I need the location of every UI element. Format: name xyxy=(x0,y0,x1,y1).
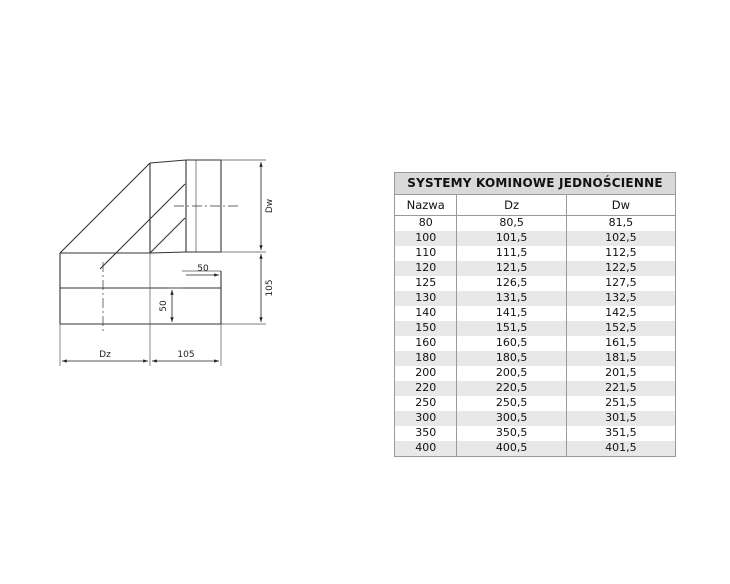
cell-dz: 350,5 xyxy=(457,426,566,441)
cell-nazwa: 200 xyxy=(395,366,457,381)
cell-nazwa: 140 xyxy=(395,306,457,321)
cell-dw: 401,5 xyxy=(566,441,675,457)
cell-dw: 127,5 xyxy=(566,276,675,291)
table-row xyxy=(395,321,676,336)
cell-dz: 250,5 xyxy=(457,396,566,411)
table-row xyxy=(395,441,676,457)
cell-nazwa: 250 xyxy=(395,396,457,411)
dimension-lines xyxy=(62,162,261,361)
table-row xyxy=(395,246,676,261)
cell-nazwa: 150 xyxy=(395,321,457,336)
cell-nazwa: 180 xyxy=(395,351,457,366)
cell-nazwa: 80 xyxy=(395,216,457,232)
spec-table xyxy=(394,172,676,457)
column-header-dz: Dz xyxy=(457,195,566,216)
cell-dw: 122,5 xyxy=(566,261,675,276)
dim-105-bottom-label: 105 xyxy=(177,350,195,360)
cell-nazwa: 160 xyxy=(395,336,457,351)
cell-dw: 181,5 xyxy=(566,351,675,366)
table-row xyxy=(395,426,676,441)
cell-dz: 300,5 xyxy=(457,411,566,426)
table-row xyxy=(395,291,676,306)
cell-dw: 351,5 xyxy=(566,426,675,441)
dim-50-top-label: 50 xyxy=(197,264,209,274)
table-row xyxy=(395,261,676,276)
cell-nazwa: 400 xyxy=(395,441,457,457)
dim-50-left-label: 50 xyxy=(159,300,169,312)
cell-dw: 112,5 xyxy=(566,246,675,261)
cell-dz: 160,5 xyxy=(457,336,566,351)
elbow-outline xyxy=(60,160,221,324)
cell-dz: 121,5 xyxy=(457,261,566,276)
dw-label: Dw xyxy=(265,198,275,214)
table-row xyxy=(395,276,676,291)
cell-dz: 200,5 xyxy=(457,366,566,381)
cell-dw: 221,5 xyxy=(566,381,675,396)
cell-nazwa: 120 xyxy=(395,261,457,276)
table-row xyxy=(395,306,676,321)
cell-dz: 126,5 xyxy=(457,276,566,291)
cell-dz: 141,5 xyxy=(457,306,566,321)
cell-nazwa: 125 xyxy=(395,276,457,291)
dimension-labels xyxy=(99,199,275,360)
cell-dw: 81,5 xyxy=(566,216,675,232)
cell-nazwa: 300 xyxy=(395,411,457,426)
cell-dz: 180,5 xyxy=(457,351,566,366)
column-header-dw: Dw xyxy=(566,195,675,216)
table-body xyxy=(395,216,676,457)
cell-dw: 152,5 xyxy=(566,321,675,336)
cell-dw: 161,5 xyxy=(566,336,675,351)
table-row xyxy=(395,396,676,411)
cell-nazwa: 110 xyxy=(395,246,457,261)
centerlines xyxy=(103,206,240,333)
cell-dw: 132,5 xyxy=(566,291,675,306)
cell-dw: 301,5 xyxy=(566,411,675,426)
cell-dz: 101,5 xyxy=(457,231,566,246)
cell-dz: 220,5 xyxy=(457,381,566,396)
cell-dz: 400,5 xyxy=(457,441,566,457)
table-row xyxy=(395,381,676,396)
table-title: SYSTEMY KOMINOWE JEDNOŚCIENNE xyxy=(395,173,676,195)
cell-nazwa: 130 xyxy=(395,291,457,306)
extension-lines xyxy=(60,160,266,366)
cell-dz: 151,5 xyxy=(457,321,566,336)
cell-dw: 142,5 xyxy=(566,306,675,321)
dz-label: Dz xyxy=(99,350,111,360)
column-header-nazwa: Nazwa xyxy=(395,195,457,216)
cell-dw: 201,5 xyxy=(566,366,675,381)
table-row xyxy=(395,336,676,351)
cell-dz: 131,5 xyxy=(457,291,566,306)
cell-dw: 102,5 xyxy=(566,231,675,246)
table-row xyxy=(395,231,676,246)
cell-nazwa: 220 xyxy=(395,381,457,396)
table-row xyxy=(395,411,676,426)
cell-dw: 251,5 xyxy=(566,396,675,411)
table-row xyxy=(395,351,676,366)
dim-105-right-label: 105 xyxy=(265,279,275,297)
table-row xyxy=(395,366,676,381)
table-row xyxy=(395,216,676,232)
cell-nazwa: 350 xyxy=(395,426,457,441)
cell-dz: 80,5 xyxy=(457,216,566,232)
cell-nazwa: 100 xyxy=(395,231,457,246)
cell-dz: 111,5 xyxy=(457,246,566,261)
